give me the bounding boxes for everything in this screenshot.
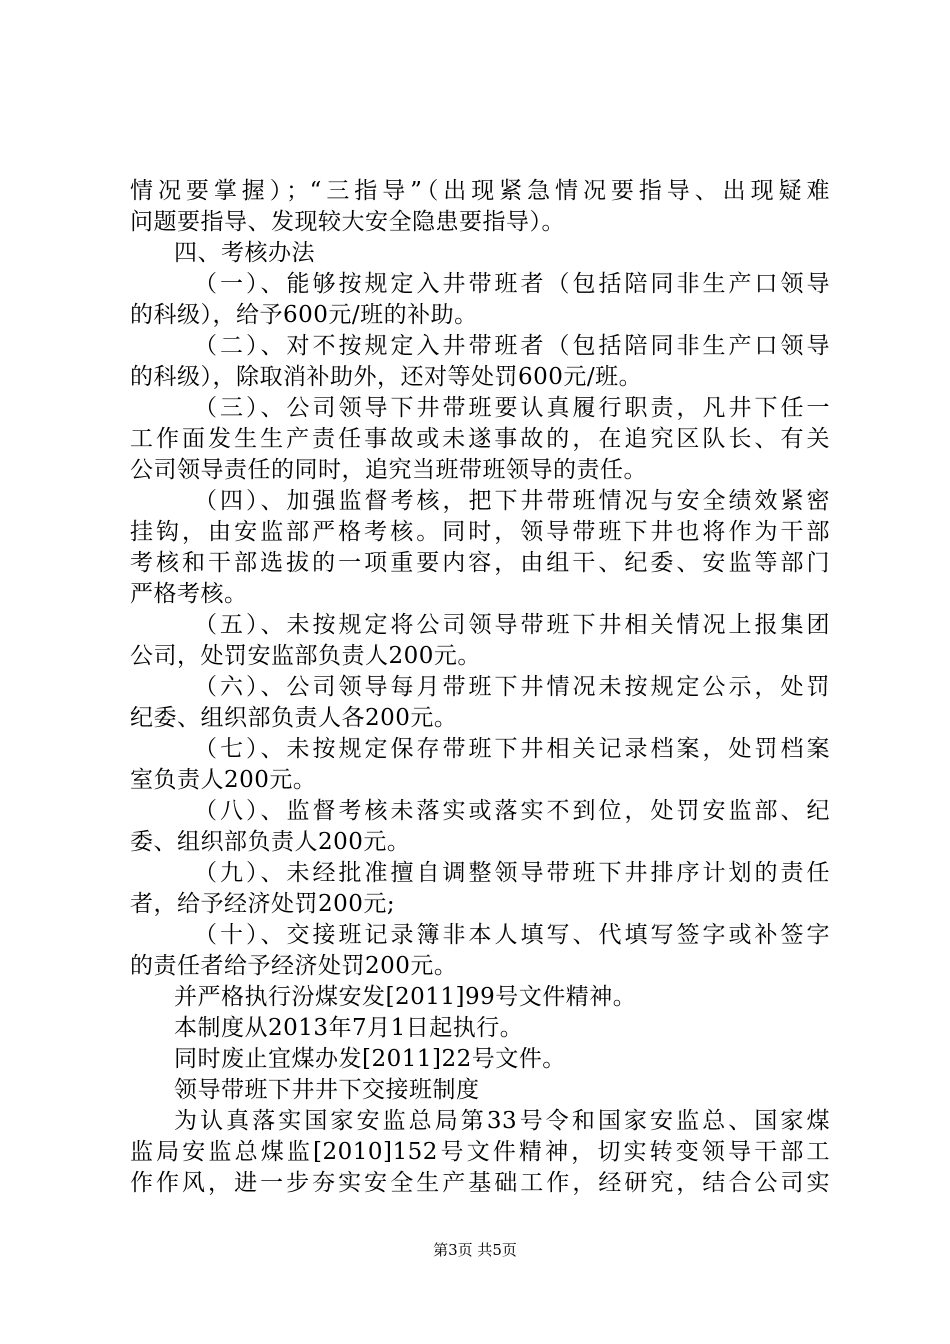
text-line: 并严格执行汾煤安发[2011]99号文件精神。 [174,984,637,1010]
text-line: （四）、加强监督考核，把下井带班情况与安全绩效紧密 [194,488,830,514]
text-line: 作作风，进一步夯实安全生产基础工作，经研究，结合公司实 [130,1170,830,1196]
text-line: 公司，处罚安监部负责人200元。 [130,643,481,669]
text-line: 严格考核。 [130,581,248,607]
page-footer: 第3页 共5页 [433,1241,517,1259]
text-line: （九）、未经批准擅自调整领导带班下井排序计划的责任 [194,860,830,886]
text-line: 挂钩，由安监部严格考核。同时，领导带班下井也将作为干部 [130,519,830,545]
text-line: 的科级），给予600元/班的补助。 [130,302,478,328]
text-line: 的科级），除取消补助外，还对等处罚600元/班。 [130,364,643,390]
text-line: 公司领导责任的同时，追究当班带班领导的责任。 [130,457,647,483]
text-line: （八）、监督考核未落实或落实不到位，处罚安监部、纪 [194,798,830,824]
text-line: 纪委、组织部负责人各200元。 [130,705,458,731]
text-line: 委、组织部负责人200元。 [130,829,411,855]
text-line: 的责任者给予经济处罚200元。 [130,953,458,979]
text-line: 工作面发生生产责任事故或未遂事故的，在追究区队长、有关 [130,426,830,452]
document-body [130,176,830,1199]
text-line: （七）、未按规定保存带班下井相关记录档案，处罚档案 [194,736,830,762]
text-line: 室负责人200元。 [130,767,317,793]
text-line: 考核和干部选拔的一项重要内容，由组干、纪委、安监等部门 [130,550,830,576]
text-line: 问题要指导、发现较大安全隐患要指导）。 [130,209,565,235]
text-line: 者，给予经济处罚200元; [130,891,396,917]
text-line: 监局安监总煤监[2010]152号文件精神，切实转变领导干部工 [130,1139,830,1165]
text-line: 为认真落实国家安监总局第33号令和国家安监总、国家煤 [174,1108,830,1134]
text-line: （三）、公司领导下井带班要认真履行职责，凡井下任一 [194,395,830,421]
text-line: （一）、能够按规定入井带班者（包括陪同非生产口领导 [194,271,830,297]
text-line: （十）、交接班记录簿非本人填写、代填写签字或补签字 [194,922,830,948]
text-line: 四、考核办法 [174,240,315,266]
text-line: 领导带班下井井下交接班制度 [174,1077,480,1103]
text-line: 本制度从2013年7月1日起执行。 [174,1015,524,1041]
text-line: （六）、公司领导每月带班下井情况未按规定公示，处罚 [194,674,830,700]
text-line: 同时废止宜煤办发[2011]22号文件。 [174,1046,566,1072]
text-line: （二）、对不按规定入井带班者（包括陪同非生产口领导 [194,333,830,359]
text-line: （五）、未按规定将公司领导带班下井相关情况上报集团 [194,612,830,638]
text-line: 情况要掌握）；“三指导”（出现紧急情况要指导、出现疑难 [130,178,830,204]
